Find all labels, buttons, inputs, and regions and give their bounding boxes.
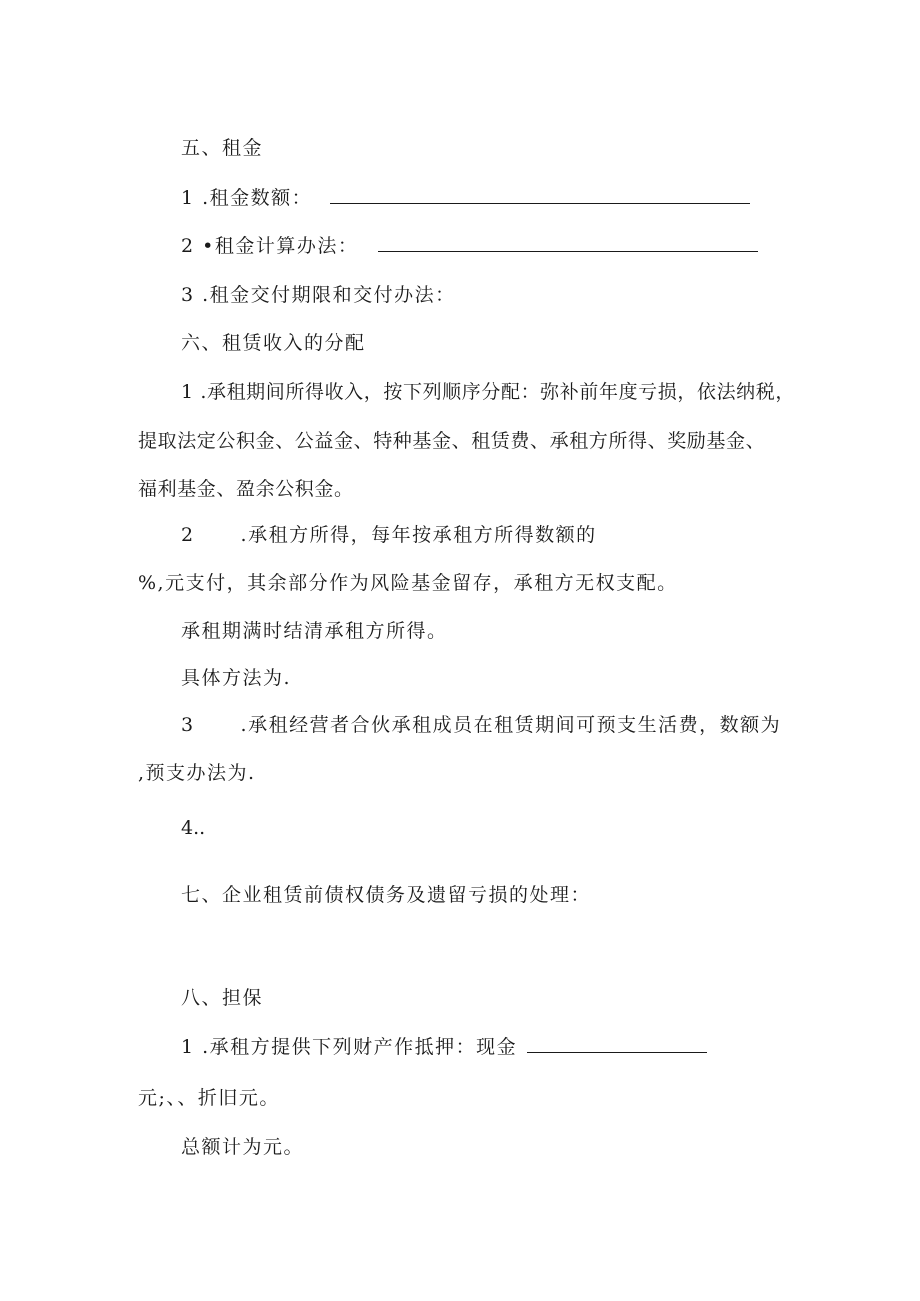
rent-item-1 xyxy=(181,186,750,210)
income-item-1-text: .承租期间所得收入，按下列顺序分配：弥补前年度亏损，依法纳税， xyxy=(200,381,795,403)
item-number: 3 xyxy=(181,714,195,736)
income-item-2-line-2: %,元支付，其余部分作为风险基金留存，承租方无权支配。 xyxy=(138,572,678,594)
guarantee-item-1-text: .承租方提供下列财产作抵押：现金 xyxy=(202,1036,518,1058)
guarantee-item-1-line-2: 元;、、折旧元。 xyxy=(138,1087,280,1109)
income-item-1-line-1 xyxy=(181,380,795,404)
item-number: 1 xyxy=(181,381,194,403)
income-item-2-line-3: 承租期满时结清承租方所得。 xyxy=(181,620,448,642)
item-number: 2 xyxy=(181,524,195,546)
rent-payment-label: .租金交付期限和交付办法： xyxy=(202,284,456,306)
section-heading-income: 六、租赁收入的分配 xyxy=(181,332,366,354)
item-number: 1 xyxy=(181,187,195,209)
cash-amount-blank xyxy=(527,1036,707,1053)
income-item-1-line-3: 福利基金、盈余公积金。 xyxy=(138,478,354,500)
section-heading-guarantee: 八、担保 xyxy=(181,987,264,1009)
section-heading-debts: 七、企业租赁前债权债务及遗留亏损的处理： xyxy=(181,884,592,906)
guarantee-item-1-line-3: 总额计为元。 xyxy=(181,1136,305,1158)
income-item-3-line-2: ,预支办法为. xyxy=(138,762,256,784)
item-number: 1 xyxy=(181,1036,195,1058)
income-item-1-line-2: 提取法定公积金、公益金、特种基金、租赁费、承租方所得、奖励基金、 xyxy=(138,430,766,452)
income-item-3-text: .承租经营者合伙承租成员在租赁期间可预支生活费，数额为 xyxy=(240,714,782,736)
item-number: 3 xyxy=(181,284,195,306)
section-heading-rent: 五、租金 xyxy=(181,137,264,159)
rent-item-2 xyxy=(181,234,758,258)
rent-calc-label: •租金计算办法： xyxy=(202,235,359,257)
rent-amount-label: .租金数额： xyxy=(202,187,313,209)
income-item-2-line-4: 具体方法为. xyxy=(181,667,292,689)
income-item-2-line-1 xyxy=(181,523,597,547)
rent-item-3 xyxy=(181,283,456,307)
income-item-4: 4.. xyxy=(181,817,206,839)
income-item-3-line-1 xyxy=(181,713,781,737)
guarantee-item-1-line-1 xyxy=(181,1035,707,1059)
rent-calc-blank xyxy=(378,235,758,252)
income-item-2-text: .承租方所得，每年按承租方所得数额的 xyxy=(240,524,597,546)
item-number: 2 xyxy=(181,235,195,257)
rent-amount-blank xyxy=(330,187,750,204)
